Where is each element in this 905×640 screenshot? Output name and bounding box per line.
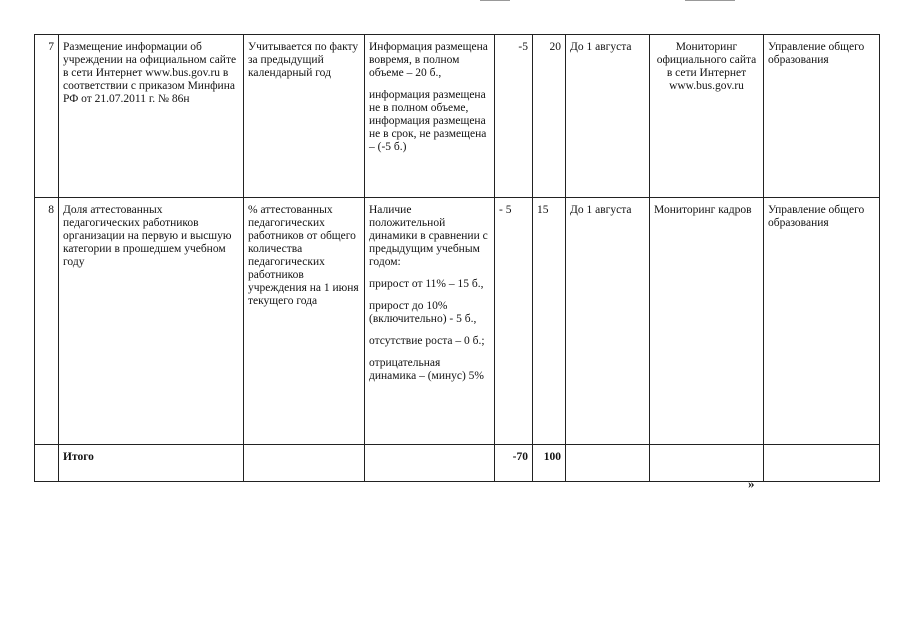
deadline: До 1 августа: [566, 198, 650, 445]
max-score: 20: [533, 35, 566, 198]
criteria-text: Наличие положительной динамики в сравнении с предыдущим учебным годом:: [369, 204, 488, 268]
min-score: -5: [495, 35, 533, 198]
total-number-cell: [35, 445, 59, 482]
criteria-text: отсутствие роста – 0 б.;: [369, 335, 485, 347]
top-edge-mark: [480, 0, 510, 1]
row-number: 8: [35, 198, 59, 445]
data-source: Мониторинг кадров: [650, 198, 764, 445]
criteria-table: [34, 34, 880, 482]
criteria-text: прирост от 11% – 15 б.,: [369, 278, 484, 290]
criteria-text: прирост до 10% (включительно) - 5 б.,: [369, 300, 477, 325]
criteria-text: Информация размещена вовремя, в полном объеме – 20 б.,: [369, 41, 488, 79]
indicator-basis: Учитывается по факту за предыдущий календарный год: [244, 35, 365, 198]
indicator-criteria: [365, 35, 495, 198]
data-source: Мониторинг официального сайта в сети Интернет www.bus.gov.ru: [650, 35, 764, 198]
empty-cell: [764, 445, 880, 482]
row-number: 7: [35, 35, 59, 198]
responsible: Управление общего образования: [764, 35, 880, 198]
total-label: Итого: [59, 445, 244, 482]
total-max: 100: [533, 445, 566, 482]
table-row: [35, 35, 880, 198]
max-score: 15: [533, 198, 566, 445]
empty-cell: [650, 445, 764, 482]
empty-cell: [244, 445, 365, 482]
top-edge-mark: [685, 0, 735, 1]
responsible: Управление общего образования: [764, 198, 880, 445]
closing-quote: »: [748, 476, 755, 491]
min-score: - 5: [495, 198, 533, 445]
empty-cell: [566, 445, 650, 482]
criteria-text: отрицательная динамика – (минус) 5%: [369, 357, 485, 382]
empty-cell: [365, 445, 495, 482]
indicator-name: Доля аттестованных педагогических работников организации на первую и высшую категории в прошедшем учебном году: [59, 198, 244, 445]
indicator-basis: % аттестованных педагогических работников от общего количества педагогических работников учреждения на 1 июня текущего года: [244, 198, 365, 445]
indicator-criteria: [365, 198, 495, 445]
table-row: [35, 198, 880, 445]
indicator-name: Размещение информации об учреждении на официальном сайте в сети Интернет www.bus.gov.ru в соответствии с приказом Минфина РФ от 21.07.2011 г. № 86н: [59, 35, 244, 198]
criteria-text: информация размещена не в полном объеме, информация размещена не в срок, не размещена – (-5 б.): [369, 89, 487, 153]
total-min: -70: [495, 445, 533, 482]
deadline: До 1 августа: [566, 35, 650, 198]
